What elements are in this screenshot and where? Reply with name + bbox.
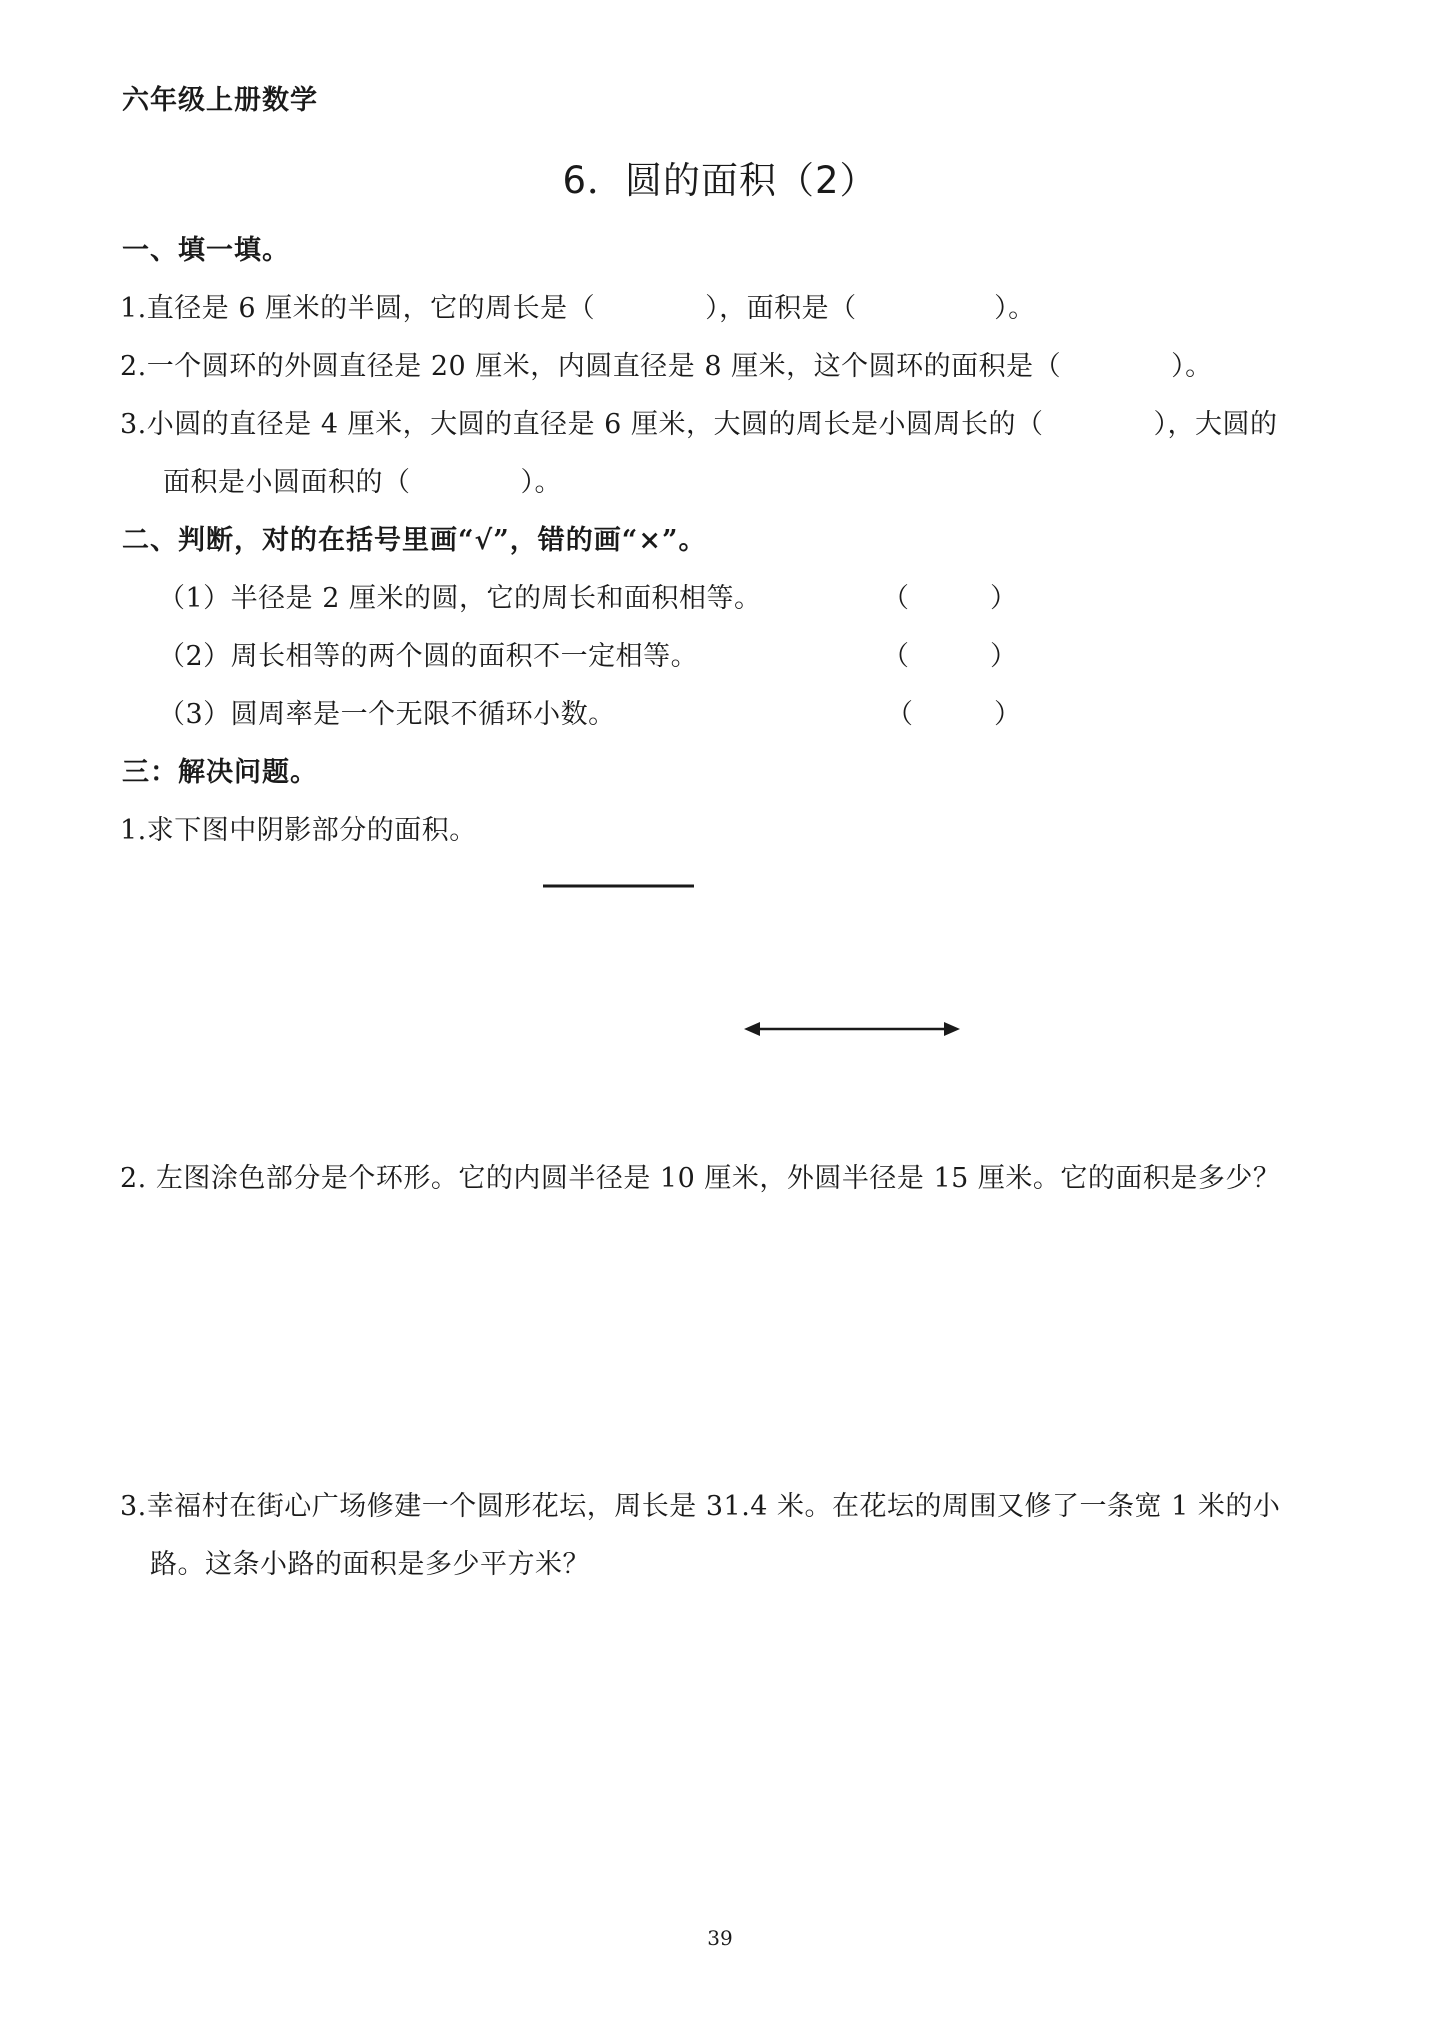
section-2-heading: 二、判断，对的在括号里画“√”，错的画“×”。 (122, 525, 707, 556)
judge-bracket-2: （ ） (882, 641, 1017, 672)
double-arrow-icon (744, 1022, 960, 1036)
section-1-heading: 一、填一填。 (122, 235, 290, 266)
grade-label: 六年级上册数学 (122, 85, 318, 116)
section-3-heading: 三：解决问题。 (122, 757, 318, 788)
question-1-3-line1: 3.小圆的直径是 4 厘米，大圆的直径是 6 厘米，大圆的周长是小圆周长的（ ），大圆的 (120, 409, 1278, 440)
problem-3-3-line2: 路。这条小路的面积是多少平方米？ (150, 1549, 590, 1580)
question-1-1: 1.直径是 6 厘米的半圆，它的周长是（ ），面积是（ ）。 (120, 293, 1036, 324)
problem-3-2: 2. 左图涂色部分是个环形。它的内圆半径是 10 厘米，外圆半径是 15 厘米。它的面积是多少？ (120, 1163, 1281, 1194)
problem-3-1: 1.求下图中阴影部分的面积。 (120, 815, 477, 846)
question-1-3-line2: 面积是小圆面积的（ ）。 (163, 467, 562, 498)
judge-item-1: （1）半径是 2 厘米的圆，它的周长和面积相等。 (158, 583, 762, 614)
judge-bracket-1: （ ） (882, 583, 1017, 614)
problem-3-3-line1: 3.幸福村在街心广场修建一个圆形花坛，周长是 31.4 米。在花坛的周围又修了一条宽 1 米的小 (120, 1491, 1281, 1522)
judge-item-3: （3）圆周率是一个无限不循环小数。 (158, 699, 616, 730)
page-number: 39 (707, 1926, 733, 1950)
page-title: 6．圆的面积（2） (562, 159, 878, 202)
judge-bracket-3: （ ） (886, 699, 1021, 730)
question-1-2: 2.一个圆环的外圆直径是 20 厘米，内圆直径是 8 厘米，这个圆环的面积是（ ）。 (120, 351, 1213, 382)
judge-item-2: （2）周长相等的两个圆的面积不一定相等。 (158, 641, 699, 672)
